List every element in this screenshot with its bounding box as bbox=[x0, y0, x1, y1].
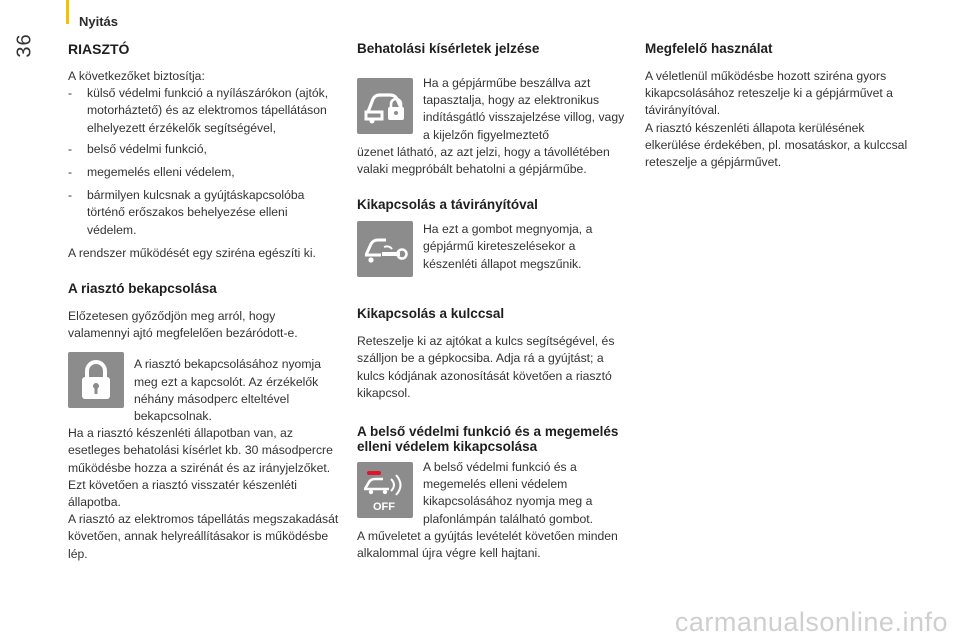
page-number: 36 bbox=[13, 33, 36, 58]
behatolasi-icon-text: Ha a gépjárműbe beszállva azt tapasztalja, hogy az elektronikus indításgátló visszajelzése villog, vagy a kijelzőn figyelmeztető bbox=[423, 76, 625, 142]
kulcs-body: Reteszelje ki az ajtókat a kulcs segítségével, és szálljon be a gépkocsiba. Adja rá a gyújtást; a kulcs kódjának azonosítását követően a riasztó kikapcsol. bbox=[357, 334, 615, 400]
section-title: Nyitás bbox=[79, 14, 119, 29]
list-item: - bármilyen kulcsnak a gyújtáskapcsolóba történő erőszakos behelyezése elleni védelem. bbox=[68, 187, 340, 239]
taviranyito-icon-row bbox=[357, 221, 629, 277]
column-middle bbox=[357, 40, 629, 576]
column-right bbox=[645, 40, 917, 185]
taviranyito-icon-text: Ha ezt a gombot megnyomja, a gépjármű kireteszelésekor a készenléti állapot megszűnik. bbox=[423, 222, 593, 271]
section-belso bbox=[357, 424, 629, 562]
bekapcsolas-icon-row bbox=[68, 352, 340, 425]
bekapcsolas-intro: Előzetesen győződjön meg arról, hogy valamennyi ajtó megfelelően bezáródott-e. bbox=[68, 309, 298, 341]
behatolasi-icon-row bbox=[357, 78, 629, 144]
watermark: carmanualsonline.info bbox=[674, 607, 948, 637]
section-behatolasi bbox=[357, 40, 629, 178]
list-item: - külső védelmi funkció a nyílászárókon (ajtók, motorháztető) és az elektromos tápellátáson elhelyezett érzékelők segítségével, bbox=[68, 85, 340, 137]
belso-icon-text: A belső védelmi funkció és a megemelés elleni védelem kikapcsolásához nyomja meg a plafonlámpán található gombot. bbox=[423, 460, 594, 526]
riaszto-footer: A rendszer működését egy sziréna egészíti ki. bbox=[68, 245, 316, 260]
riaszto-intro: A következőket biztosítja: bbox=[68, 69, 205, 83]
off-label: OFF bbox=[373, 501, 395, 514]
list-item: - megemelés elleni védelem, bbox=[68, 164, 340, 181]
section-kulcs bbox=[357, 305, 629, 402]
megfelelo-body-2: A riasztó készenléti állapota kerülésének elkerülése érdekében, pl. mosatáskor, a kulccsal reteszelje a gépjárművet. bbox=[645, 120, 908, 170]
section-bekapcsolas bbox=[68, 280, 340, 563]
heading-riaszto: RIASZTÓ bbox=[68, 41, 130, 57]
section-riaszto bbox=[68, 40, 340, 262]
heading-taviranyito: Kikapcsolás a távirányítóval bbox=[357, 197, 538, 213]
heading-belso: A belső védelmi funkció és a megemelés elleni védelem kikapcsolása bbox=[357, 424, 619, 455]
heading-kulcs: Kikapcsolás a kulccsal bbox=[357, 306, 505, 322]
bekapcsolas-body-2: Ezt követően a riasztó visszatér készenléti állapotba. bbox=[68, 477, 297, 510]
belso-icon-row bbox=[357, 462, 629, 528]
heading-megfelelo: Megfelelő használat bbox=[645, 41, 773, 56]
car-lock-alert-icon bbox=[357, 78, 413, 134]
section-taviranyito bbox=[357, 196, 629, 277]
section-megfelelo bbox=[645, 40, 917, 171]
riaszto-bullet-list bbox=[68, 85, 340, 239]
interior-protection-off-icon bbox=[357, 462, 413, 518]
list-item: - belső védelmi funkció, bbox=[68, 141, 340, 158]
padlock-icon bbox=[68, 352, 124, 408]
megfelelo-body-1: A véletlenül működésbe hozott sziréna gyors kikapcsolásához reteszelje ki a gépjárművet a távirányítóval. bbox=[645, 69, 893, 118]
heading-bekapcsolas: A riasztó bekapcsolása bbox=[68, 281, 217, 297]
heading-behatolasi: Behatolási kísérletek jelzése bbox=[357, 41, 540, 56]
car-key-unlock-icon bbox=[357, 221, 413, 277]
behatolasi-body: üzenet látható, az azt jelzi, hogy a távollétében valaki megpróbált behatolni a gépjárműbe. bbox=[357, 144, 610, 177]
belso-body: A műveletet a gyújtás levételét követően minden alkalommal újra végre kell hajtani. bbox=[357, 528, 618, 561]
bekapcsolas-icon-text: A riasztó bekapcsolásához nyomja meg ezt a kapcsolót. Az érzékelők néhány másodperc elteltével bekapcsolnak. bbox=[134, 357, 321, 424]
bekapcsolas-body-3: A riasztó az elektromos tápellátás megszakadását követően, annak helyreállításakor is működésbe lép. bbox=[68, 512, 339, 561]
column-left bbox=[68, 40, 340, 577]
bekapcsolas-body-1: Ha a riasztó készenléti állapotban van, az esetleges behatolási kísérlet kb. 30 másodpercre működésbe hozza a szirénát és az irányjelzőket. bbox=[68, 426, 333, 475]
header-accent-bar bbox=[66, 0, 69, 24]
